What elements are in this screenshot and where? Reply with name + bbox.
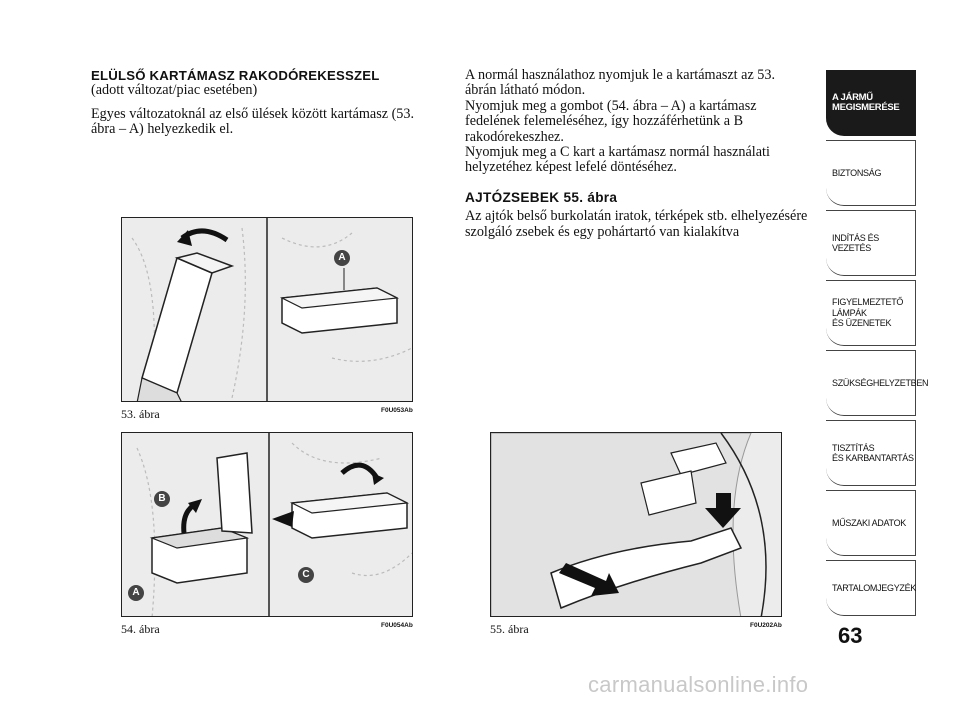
figure-53-image bbox=[121, 217, 413, 402]
figure-55-caption: 55. ábra bbox=[490, 622, 529, 636]
paragraph-2: Nyomjuk meg a gombot (54. ábra – A) a kartámasz fedelének felemeléséhez, így hozzáférhetünk a B rakodórekeszhez. bbox=[465, 97, 757, 145]
callout-c-54: C bbox=[298, 567, 314, 583]
right-column bbox=[465, 68, 810, 240]
tab-tartalomjegyzek[interactable]: TARTALOMJEGYZÉK bbox=[826, 560, 916, 616]
figure-54-image bbox=[121, 432, 413, 617]
figure-54-code: F0U054Ab bbox=[381, 622, 413, 629]
tab-inditas-es-vezetes[interactable]: INDÍTÁS ÉS VEZETÉS bbox=[826, 210, 916, 276]
section-heading: ELÜLSŐ KARTÁMASZ RAKODÓREKESSZEL bbox=[91, 68, 380, 83]
paragraph-3: Nyomjuk meg a C kart a kartámasz normál használati helyzetéhez képest lefelé döntéséhez. bbox=[465, 144, 770, 176]
tab-muszaki-adatok[interactable]: MŰSZAKI ADATOK bbox=[826, 490, 916, 556]
left-column bbox=[91, 68, 441, 138]
armrest-open-illustration bbox=[122, 433, 413, 617]
paragraph-1: A normál használathoz nyomjuk le a kartámaszt az 53. ábrán látható módon. bbox=[465, 67, 776, 99]
figure-53-caption: 53. ábra bbox=[121, 407, 160, 421]
tab-tisztitas-karbantartas[interactable]: TISZTÍTÁS ÉS KARBANTARTÁS bbox=[826, 420, 916, 486]
callout-a-54: A bbox=[128, 585, 144, 601]
section-body-2: Az ajtók belső burkolatán iratok, térképek stb. elhelyezésére szolgáló zsebek és egy pohártartó van kialakítva bbox=[465, 208, 808, 240]
section-body: Egyes változatoknál az első ülések között kartámasz (53. ábra – A) helyezkedik el. bbox=[91, 105, 415, 138]
callout-b-54: B bbox=[154, 491, 170, 507]
tab-jarmu-megismerese[interactable]: A JÁRMŰ MEGISMERÉSE bbox=[826, 70, 916, 136]
armrest-illustration bbox=[122, 218, 413, 402]
tab-figyelmezteto-lampak[interactable]: FIGYELMEZTETŐ LÁMPÁK ÉS ÜZENETEK bbox=[826, 280, 916, 346]
figure-55-image bbox=[490, 432, 782, 617]
section-heading-2: AJTÓZSEBEK 55. ábra bbox=[465, 189, 618, 205]
tab-szukseghelyzetben[interactable]: SZÜKSÉGHELYZETBEN bbox=[826, 350, 916, 416]
page-number: 63 bbox=[838, 623, 863, 648]
figure-54-caption: 54. ábra bbox=[121, 622, 160, 636]
tab-biztonsag[interactable]: BIZTONSÁG bbox=[826, 140, 916, 206]
figure-53-code: F0U053Ab bbox=[381, 407, 413, 414]
watermark: carmanualsonline.info bbox=[588, 672, 809, 697]
callout-a-53: A bbox=[334, 250, 350, 266]
door-pocket-illustration bbox=[491, 433, 782, 617]
figure-55-code: F0U202Ab bbox=[750, 622, 782, 629]
section-subheading: (adott változat/piac esetében) bbox=[91, 82, 258, 99]
